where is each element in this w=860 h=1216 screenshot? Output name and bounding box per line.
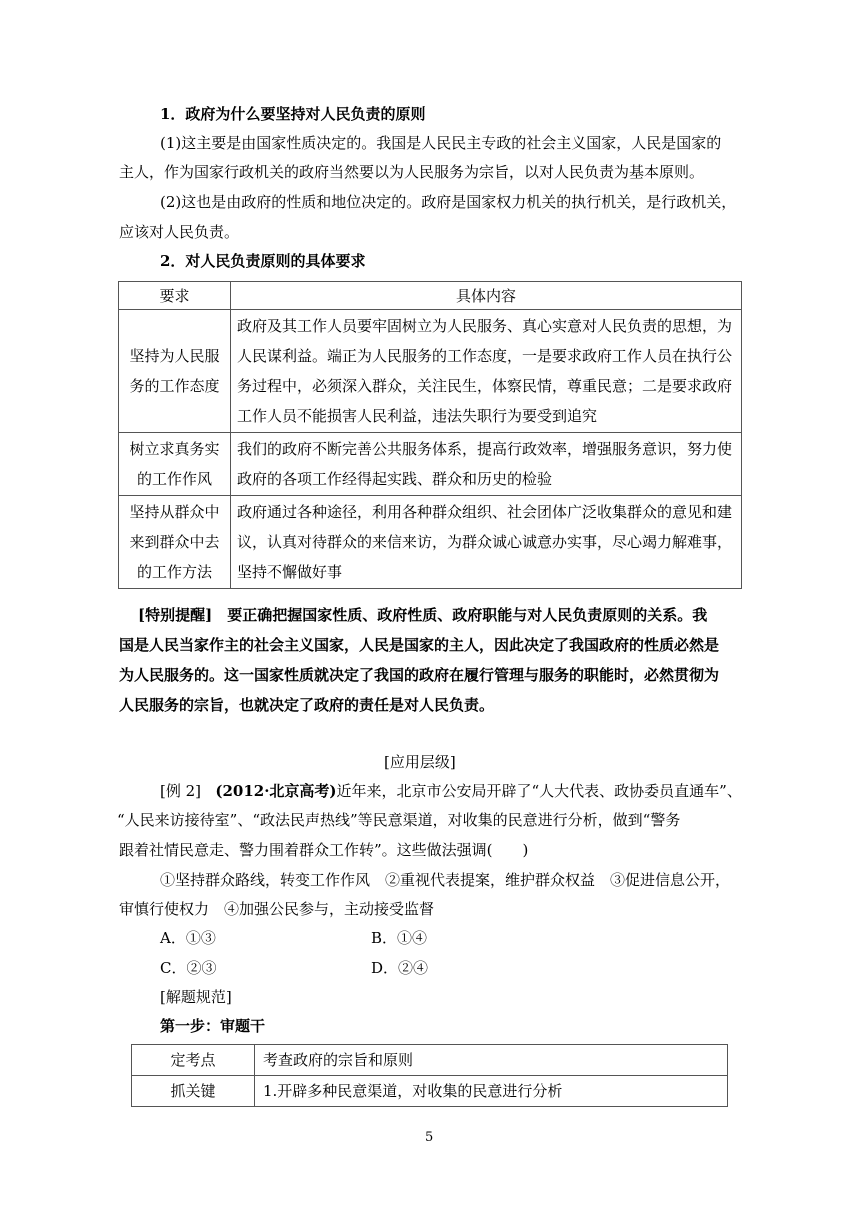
cell-line: 工作人员不能损害人民利益，违法失职行为要受到追究 bbox=[237, 407, 598, 425]
cell-line: 政府通过各种途径，利用各种群众组织、社会团体广泛收集群众的意见和建 bbox=[237, 503, 733, 521]
statements-line2: 审慎行使权力 ④加强公民参与，主动接受监督 bbox=[119, 900, 435, 918]
content-cell bbox=[231, 310, 742, 433]
cell-line: 坚持从群众中 bbox=[129, 503, 220, 521]
analysis-key: 定考点 bbox=[132, 1045, 255, 1076]
cell-line: 务的工作态度 bbox=[129, 377, 220, 395]
analysis-table bbox=[131, 1044, 728, 1107]
table-row bbox=[132, 1045, 728, 1076]
cell-line: 政府及其工作人员要牢固树立为人民服务、真心实意对人民负责的思想，为 bbox=[237, 317, 733, 335]
example-line3: 跟着社情民意走、警力围着群众工作转”。这些做法强调( ) bbox=[119, 841, 529, 859]
section1-p1-line2: 主人，作为国家行政机关的政府当然要以为人民服务为宗旨，以对人民负责为基本原则。 bbox=[119, 163, 705, 181]
level-title: [应用层级] bbox=[384, 753, 456, 771]
section1-p1-line1: (1)这主要是由国家性质决定的。我国是人民民主专政的社会主义国家，人民是国家的 bbox=[160, 134, 722, 152]
table-row bbox=[119, 496, 742, 589]
content-cell bbox=[231, 496, 742, 589]
cell-line: 我们的政府不断完善公共服务体系，提高行政效率，增强服务意识，努力使 bbox=[237, 440, 733, 458]
cell-line: 来到群众中去 bbox=[129, 533, 220, 551]
section2-heading: 2．对人民负责原则的具体要求 bbox=[160, 252, 366, 270]
analysis-value: 考查政府的宗旨和原则 bbox=[255, 1045, 728, 1076]
cell-line: 坚持为人民服 bbox=[129, 347, 220, 365]
section1-heading: 1．政府为什么要坚持对人民负责的原则 bbox=[160, 105, 426, 123]
example-source: (2012·北京高考) bbox=[215, 782, 337, 800]
cell-line: 议，认真对待群众的来信来访，为群众诚心诚意办实事，尽心竭力解难事， bbox=[237, 533, 733, 551]
content-cell bbox=[231, 433, 742, 496]
requirement-cell bbox=[119, 496, 231, 589]
cell-line: 坚持不懈做好事 bbox=[237, 563, 343, 581]
analysis-value: 1.开辟多种民意渠道，对收集的民意进行分析 bbox=[255, 1076, 728, 1107]
requirement-cell bbox=[119, 433, 231, 496]
option-d[interactable]: D．②④ bbox=[371, 959, 429, 977]
table-row bbox=[119, 310, 742, 433]
requirements-table bbox=[118, 281, 742, 589]
section1-p2-line1: (2)这也是由政府的性质和地位决定的。政府是国家权力机关的执行机关，是行政机关， bbox=[160, 193, 737, 211]
table-row bbox=[119, 433, 742, 496]
step1-heading: 第一步：审题干 bbox=[160, 1017, 266, 1035]
cell-line: 人民谋利益。端正为人民服务的工作态度，一是要求政府工作人员在执行公 bbox=[237, 347, 733, 365]
cell-line: 树立求真务实 bbox=[129, 440, 220, 458]
option-c[interactable]: C．②③ bbox=[160, 959, 217, 977]
cell-line: 政府的各项工作经得起实践、群众和历史的检验 bbox=[237, 470, 553, 488]
solution-label: [解题规范] bbox=[160, 988, 232, 1006]
option-b[interactable]: B．①④ bbox=[371, 929, 428, 947]
tip-line: 人民服务的宗旨，也就决定了政府的责任是对人民负责。 bbox=[119, 696, 495, 714]
example-line1 bbox=[160, 781, 742, 801]
page-number: 5 bbox=[425, 1130, 434, 1145]
requirement-cell bbox=[119, 310, 231, 433]
tip-line: 为人民服务的。这一国家性质就决定了我国的政府在履行管理与服务的职能时，必然贯彻为 bbox=[119, 666, 720, 684]
cell-line: 务过程中，必须深入群众，关注民生，体察民情，尊重民意；二是要求政府 bbox=[237, 377, 733, 395]
cell-line: 的工作方法 bbox=[136, 563, 212, 581]
tip-line: 国是人民当家作主的社会主义国家，人民是国家的主人，因此决定了我国政府的性质必然是 bbox=[119, 636, 720, 654]
option-a[interactable]: A．①③ bbox=[160, 929, 216, 947]
cell-line: 的工作作风 bbox=[136, 470, 212, 488]
statements-line1: ①坚持群众路线，转变工作作风 ②重视代表提案，维护群众权益 ③促进信息公开， bbox=[160, 871, 731, 889]
header-cell: 要求 bbox=[119, 282, 231, 310]
tip-line: [特别提醒] 要正确把握国家性质、政府性质、政府职能与对人民负责原则的关系。我 bbox=[138, 606, 708, 624]
example-line2: “人民来访接待室”、“政法民声热线”等民意渠道，对收集的民意进行分析，做到“警务 bbox=[117, 811, 681, 829]
example-label: [例 2] bbox=[160, 782, 202, 800]
table-header-row bbox=[119, 282, 742, 310]
table-row bbox=[132, 1076, 728, 1107]
example-text: 近年来，北京市公安局开辟了“人大代表、政协委员直通车”、 bbox=[336, 782, 742, 800]
section1-p2-line2: 应该对人民负责。 bbox=[119, 223, 240, 241]
header-cell: 具体内容 bbox=[231, 282, 742, 310]
analysis-key: 抓关键 bbox=[132, 1076, 255, 1107]
